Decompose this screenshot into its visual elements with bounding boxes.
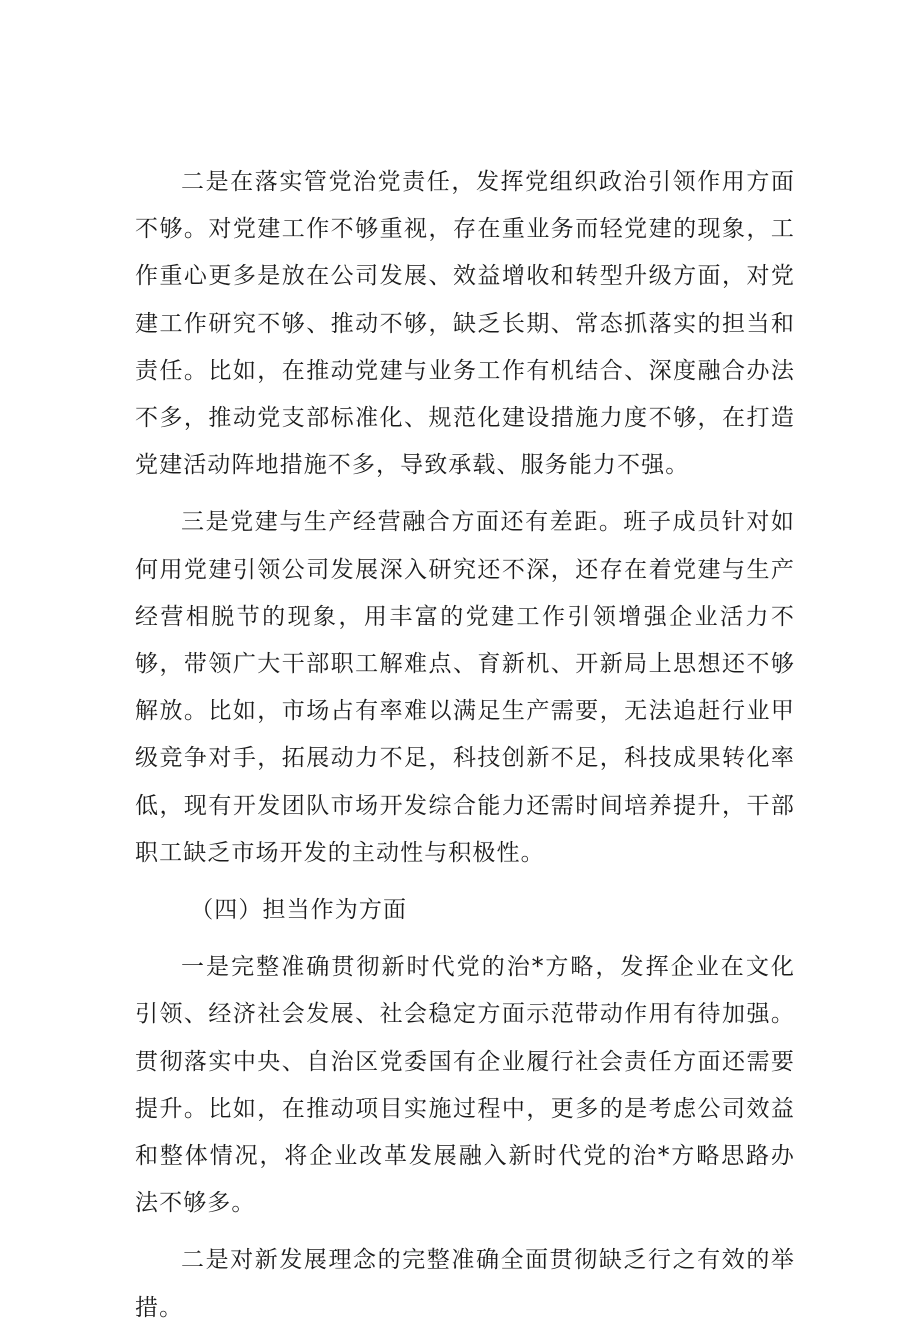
section-heading: （四）担当作为方面 — [190, 897, 408, 924]
paragraph-party-responsibility: 二是在落实管党治党责任，发挥党组织政治引领作用方面不够。对党建工作不够重视，存在重业务而轻党建的现象，工作重心更多是放在公司发展、效益增收和转型升级方面，对党建工作研究不够、推动不够，缺乏长期、常态抓落实的担当和责任。比如，在推动党建与业务工作有机结合、深度融合办法不多，推动党支部标准化、规范化建设措施力度不够，在打造党建活动阵地措施不多，导致承载、服务能力不强。 — [135, 169, 795, 479]
paragraph-new-development-concept: 二是对新发展理念的完整准确全面贯彻缺乏行之有效的举措。 — [135, 1247, 795, 1321]
document-body — [135, 159, 795, 1332]
paragraph-party-business-integration: 三是党建与生产经营融合方面还有差距。班子成员针对如何用党建引领公司发展深入研究还不深，还存在着党建与生产经营相脱节的现象，用丰富的党建工作引领增强企业活力不够，带领广大干部职工解难点、育新机、开新局上思想还不够解放。比如，市场占有率难以满足生产需要，无法追赶行业甲级竞争对手，拓展动力不足，科技创新不足，科技成果转化率低，现有开发团队市场开发综合能力还需时间培养提升，干部职工缺乏市场开发的主动性与积极性。 — [135, 509, 795, 866]
paragraph-governance-strategy: 一是完整准确贯彻新时代党的治*方略，发挥企业在文化引领、经济社会发展、社会稳定方面示范带动作用有待加强。贯彻落实中央、自治区党委国有企业履行社会责任方面还需要提升。比如，在推动项目实施过程中，更多的是考虑公司效益和整体情况，将企业改革发展融入新时代党的治*方略思路办法不够多。 — [135, 954, 795, 1217]
